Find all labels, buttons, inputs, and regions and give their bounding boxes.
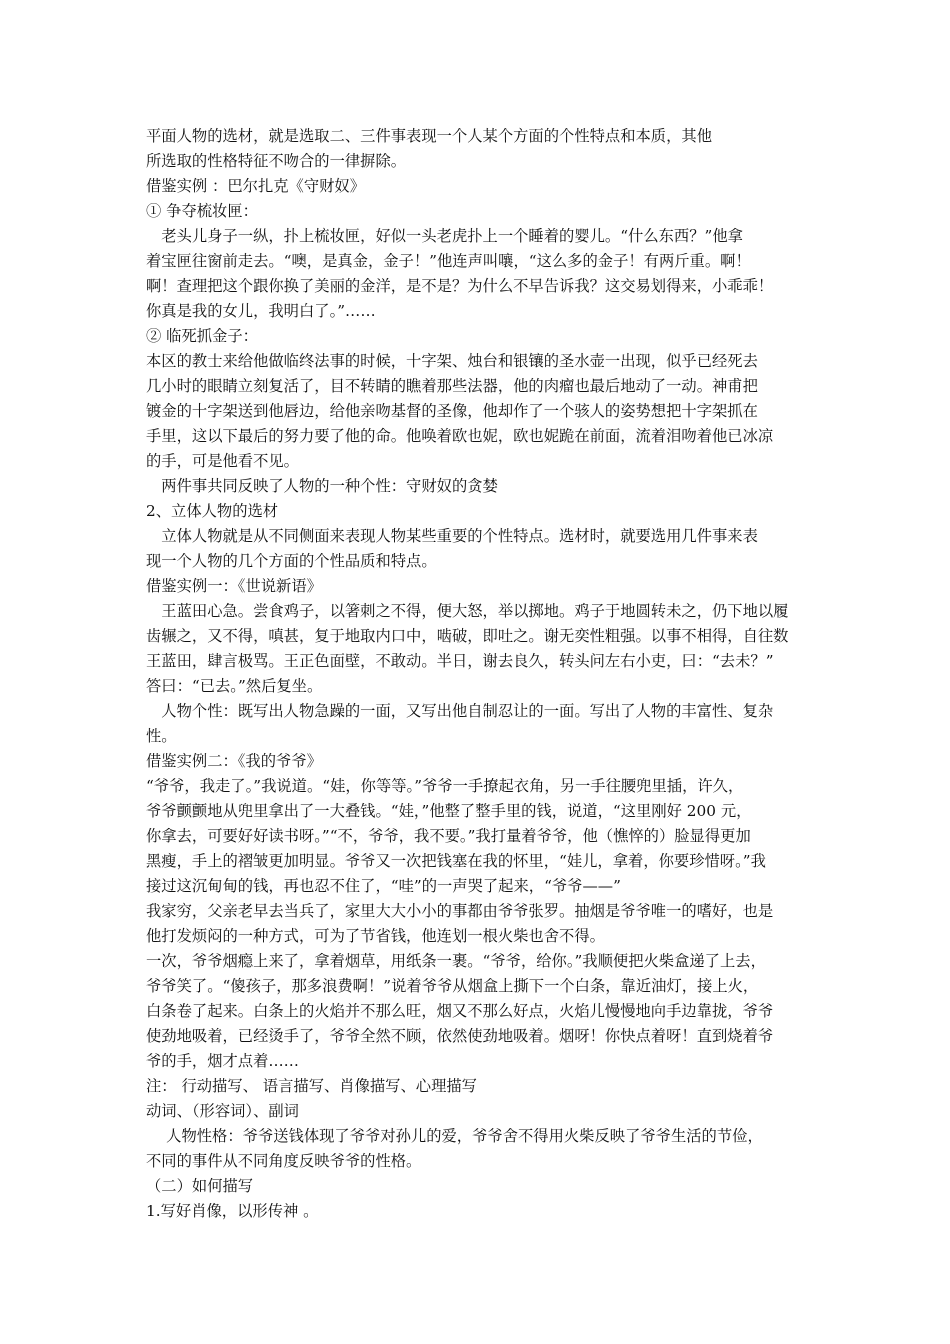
text-line: 借鉴实例 ：巴尔扎克《守财奴》 bbox=[146, 177, 366, 195]
text-line: 齿辗之，又不得，嗔甚，复于地取内口中，啮破，即吐之。谢无奕性粗强。以事不相得，自往数 bbox=[146, 627, 789, 645]
text-line: 接过这沉甸甸的钱，再也忍不住了，“哇”的一声哭了起来，“爷爷——” bbox=[146, 877, 621, 895]
text-line: 立体人物就是从不同侧面来表现人物某些重要的个性特点。选材时，就要选用几件事来表 bbox=[146, 527, 758, 545]
text-line: “爷爷，我走了。”我说道。“娃，你等等。”爷爷一手撩起衣角，另一手往腰兜里插，许久， bbox=[146, 777, 744, 795]
section-heading: 1.写好肖像，以形传神 。 bbox=[146, 1202, 319, 1220]
text-line: 白条卷了起来。白条上的火焰并不那么旺，烟又不那么好点，火焰儿慢慢地向手边靠拢，爷爷 bbox=[146, 1002, 774, 1020]
text-line: 你拿去，可要好好读书呀。”“不，爷爷，我不要。”我打量着爷爷，他（憔悴的）脸显得更加 bbox=[146, 827, 751, 845]
text-line: 两件事共同反映了人物的一种个性：守财奴的贪婪 bbox=[146, 477, 498, 495]
text-line: 王蓝田，肆言极骂。王正色面壁，不敢动。半日，谢去良久，转头问左右小吏，曰：“去未？” bbox=[146, 652, 774, 670]
text-line: 平面人物的选材，就是选取二、三件事表现一个人某个方面的个性特点和本质，其他 bbox=[146, 127, 712, 145]
text-line: 本区的教士来给他做临终法事的时候，十字架、烛台和银镶的圣水壶一出现，似乎已经死去 bbox=[146, 352, 758, 370]
section-heading: 2、立体人物的选材 bbox=[146, 502, 279, 520]
text-line: 老头儿身子一纵，扑上梳妆匣，好似一头老虎扑上一个睡着的婴儿。“什么东西？”他拿 bbox=[146, 227, 743, 245]
text-line: 黑瘦，手上的褶皱更加明显。爷爷又一次把钱塞在我的怀里，“娃儿，拿着，你要珍惜呀。”我 bbox=[146, 852, 766, 870]
text-line: ② 临死抓金子： bbox=[146, 327, 258, 345]
text-line: 啊！查理把这个跟你换了美丽的金洋，是不是？为什么不早告诉我？这交易划得来，小乖乖！ bbox=[146, 277, 774, 295]
text-line: 借鉴实例二：《我的爷爷》 bbox=[146, 752, 322, 770]
text-line: 人物个性：既写出人物急躁的一面，又写出他自制忍让的一面。写出了人物的丰富性、复杂 bbox=[146, 702, 774, 720]
text-line: 动词、（形容词）、副词 bbox=[146, 1102, 299, 1120]
text-line: 几小时的眼睛立刻复活了，目不转睛的瞧着那些法器，他的肉瘤也最后地动了一动。神甫把 bbox=[146, 377, 758, 395]
section-heading: （二）如何描写 bbox=[146, 1177, 254, 1195]
text-line: 爷爷颤颤地从兜里拿出了一大叠钱。“娃，”他整了整手里的钱，说道，“这里刚好 200 元， bbox=[146, 802, 752, 820]
text-line: 一次，爷爷烟瘾上来了，拿着烟草，用纸条一裹。“爷爷，给你。”我顺便把火柴盒递了上去， bbox=[146, 952, 766, 970]
text-line: 使劲地吸着，已经烫手了，爷爷全然不顾，依然使劲地吸着。烟呀！你快点着呀！直到烧着爷 bbox=[146, 1027, 774, 1045]
text-line: 我家穷，父亲老早去当兵了，家里大大小小的事都由爷爷张罗。抽烟是爷爷唯一的嗜好，也是 bbox=[146, 902, 774, 920]
text-line: 他打发烦闷的一种方式，可为了节省钱，他连划一根火柴也舍不得。 bbox=[146, 927, 605, 945]
text-line: 爷爷笑了。“傻孩子，那多浪费啊！”说着爷爷从烟盒上撕下一个白条，靠近油灯，接上火， bbox=[146, 977, 759, 995]
text-line: 手里，这以下最后的努力要了他的命。他唤着欧也妮，欧也妮跪在前面，流着泪吻着他已冰凉 bbox=[146, 427, 774, 445]
text-line: 你真是我的女儿，我明白了。”…… bbox=[146, 302, 376, 320]
text-line: ① 争夺梳妆匣： bbox=[146, 202, 258, 220]
text-line: 着宝匣往窗前走去。“噢，是真金，金子！”他连声叫嚷，“这么多的金子！有两斤重。啊！ bbox=[146, 252, 751, 270]
text-line: 性。 bbox=[146, 727, 177, 745]
text-line: 注： 行动描写、 语言描写、肖像描写、心理描写 bbox=[146, 1077, 477, 1095]
text-line: 不同的事件从不同角度反映爷爷的性格。 bbox=[146, 1152, 422, 1170]
text-line: 的手，可是他看不见。 bbox=[146, 452, 299, 470]
text-line: 王蓝田心急。尝食鸡子，以箸刺之不得，便大怒，举以掷地。鸡子于地圆转未之，仍下地以履 bbox=[146, 602, 789, 620]
text-line: 现一个人物的几个方面的个性品质和特点。 bbox=[146, 552, 437, 570]
text-line: 镀金的十字架送到他唇边，给他亲吻基督的圣像，他却作了一个骇人的姿势想把十字架抓在 bbox=[146, 402, 758, 420]
text-line: 答曰：“已去。”然后复坐。 bbox=[146, 677, 323, 695]
text-line: 所选取的性格特征不吻合的一律摒除。 bbox=[146, 152, 407, 170]
text-line: 爷的手，烟才点着…… bbox=[146, 1052, 299, 1070]
text-line: 借鉴实例一：《世说新语》 bbox=[146, 577, 322, 595]
text-line: 人物性格：爷爷送钱体现了爷爷对孙儿的爱，爷爷舍不得用火柴反映了爷爷生活的节俭， bbox=[146, 1127, 763, 1145]
